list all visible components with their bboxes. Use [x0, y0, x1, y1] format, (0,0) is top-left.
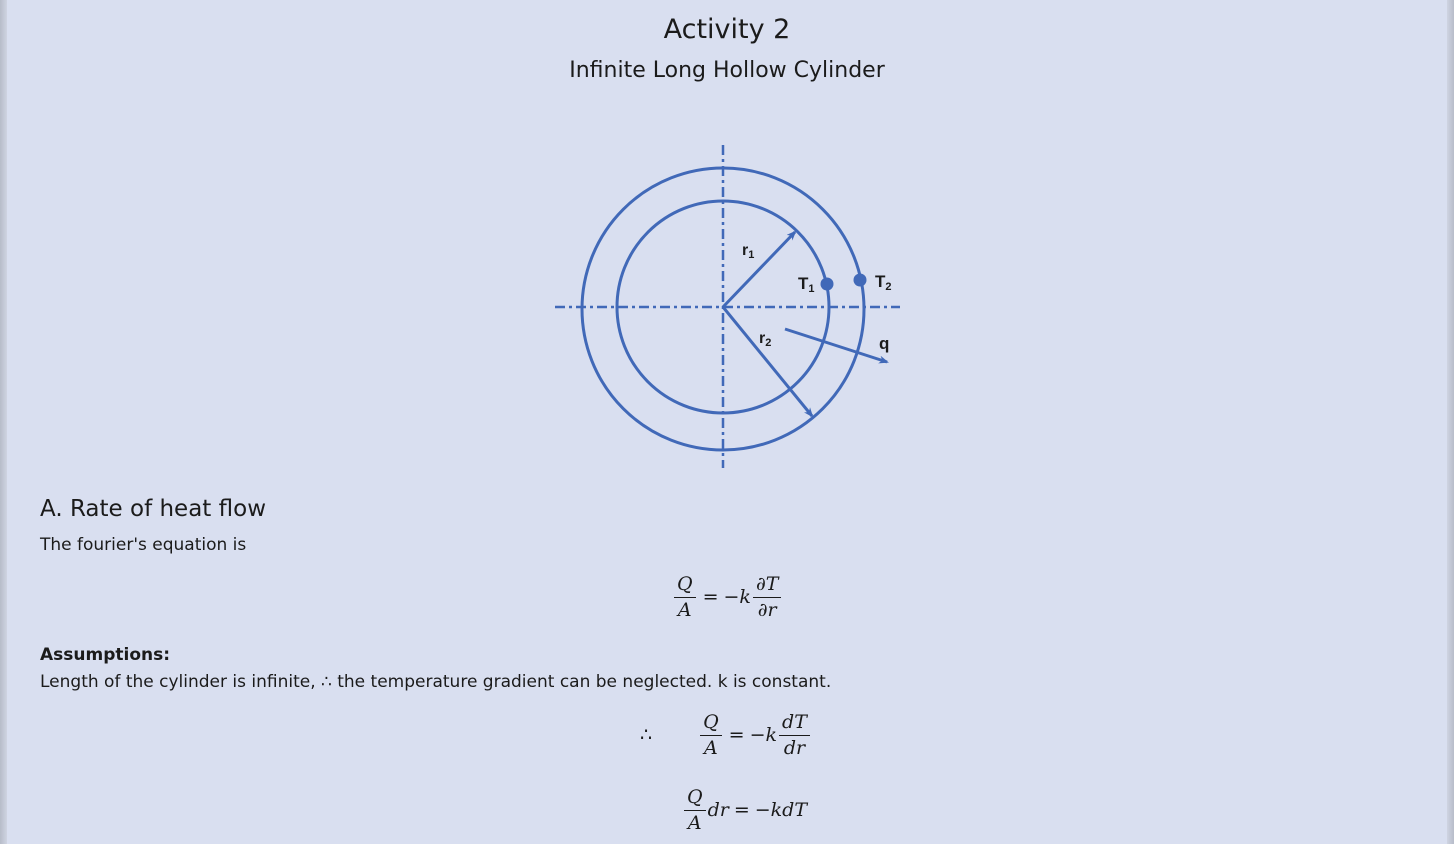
eq2-coefficient: −k: [749, 724, 778, 747]
assumptions-text: Length of the cylinder is infinite, ∴ the temperature gradient can be neglected. k is constant.: [40, 672, 832, 692]
eq3-rhs: −kdT: [754, 799, 808, 822]
r1-arrow: [723, 232, 795, 307]
t1-label: T1: [798, 274, 815, 295]
assumptions-label: Assumptions:: [40, 645, 171, 665]
hollow-cylinder-diagram: [540, 135, 920, 475]
eq2-rhs-num: dT: [779, 712, 810, 736]
r1-label: r1: [742, 242, 755, 261]
eq2-equals: =: [728, 724, 745, 747]
eq2-rhs-fraction: [779, 712, 810, 759]
page-subtitle: Infinite Long Hollow Cylinder: [569, 58, 885, 83]
r2-arrow: [723, 307, 812, 416]
eq1-lhs-den: A: [677, 598, 692, 621]
eq3-lhs-tail: dr: [707, 799, 729, 822]
intro-text: The fourier's equation is: [40, 535, 247, 555]
section-a-heading: A. Rate of heat flow: [40, 496, 267, 522]
eq1-lhs-num: Q: [674, 574, 696, 598]
eq1-rhs-num: ∂T: [753, 574, 782, 598]
eq2-lhs-num: Q: [700, 712, 722, 736]
t1-point: [821, 278, 834, 291]
window-right-edge: [1447, 0, 1454, 844]
eq2-rhs-den: dr: [783, 736, 806, 759]
eq3-lhs-fraction: [684, 787, 706, 834]
r2-label: r2: [759, 330, 772, 349]
heat-flow-arrow: [785, 329, 890, 362]
eq1-coefficient: −k: [723, 586, 751, 609]
page-title: Activity 2: [663, 14, 791, 45]
eq2-lhs-den: A: [704, 736, 718, 759]
window-left-edge: [0, 0, 7, 844]
eq1-rhs-fraction: [753, 574, 782, 621]
fourier-equation: [672, 574, 783, 621]
eq1-rhs-den: ∂r: [757, 598, 777, 621]
eq3-lhs-den: A: [687, 811, 702, 834]
q-label: q: [879, 334, 890, 353]
eq3-equals: =: [733, 799, 750, 822]
eq2-lhs-fraction: [700, 712, 722, 759]
t2-point: [854, 274, 867, 287]
eq3-lhs-num: Q: [684, 787, 706, 811]
eq1-equals: =: [702, 586, 719, 609]
simplified-equation: [640, 712, 812, 759]
separated-equation: [682, 787, 807, 834]
t2-label: T2: [875, 272, 892, 293]
eq1-lhs-fraction: [674, 574, 696, 621]
therefore-symbol: ∴: [640, 724, 653, 747]
